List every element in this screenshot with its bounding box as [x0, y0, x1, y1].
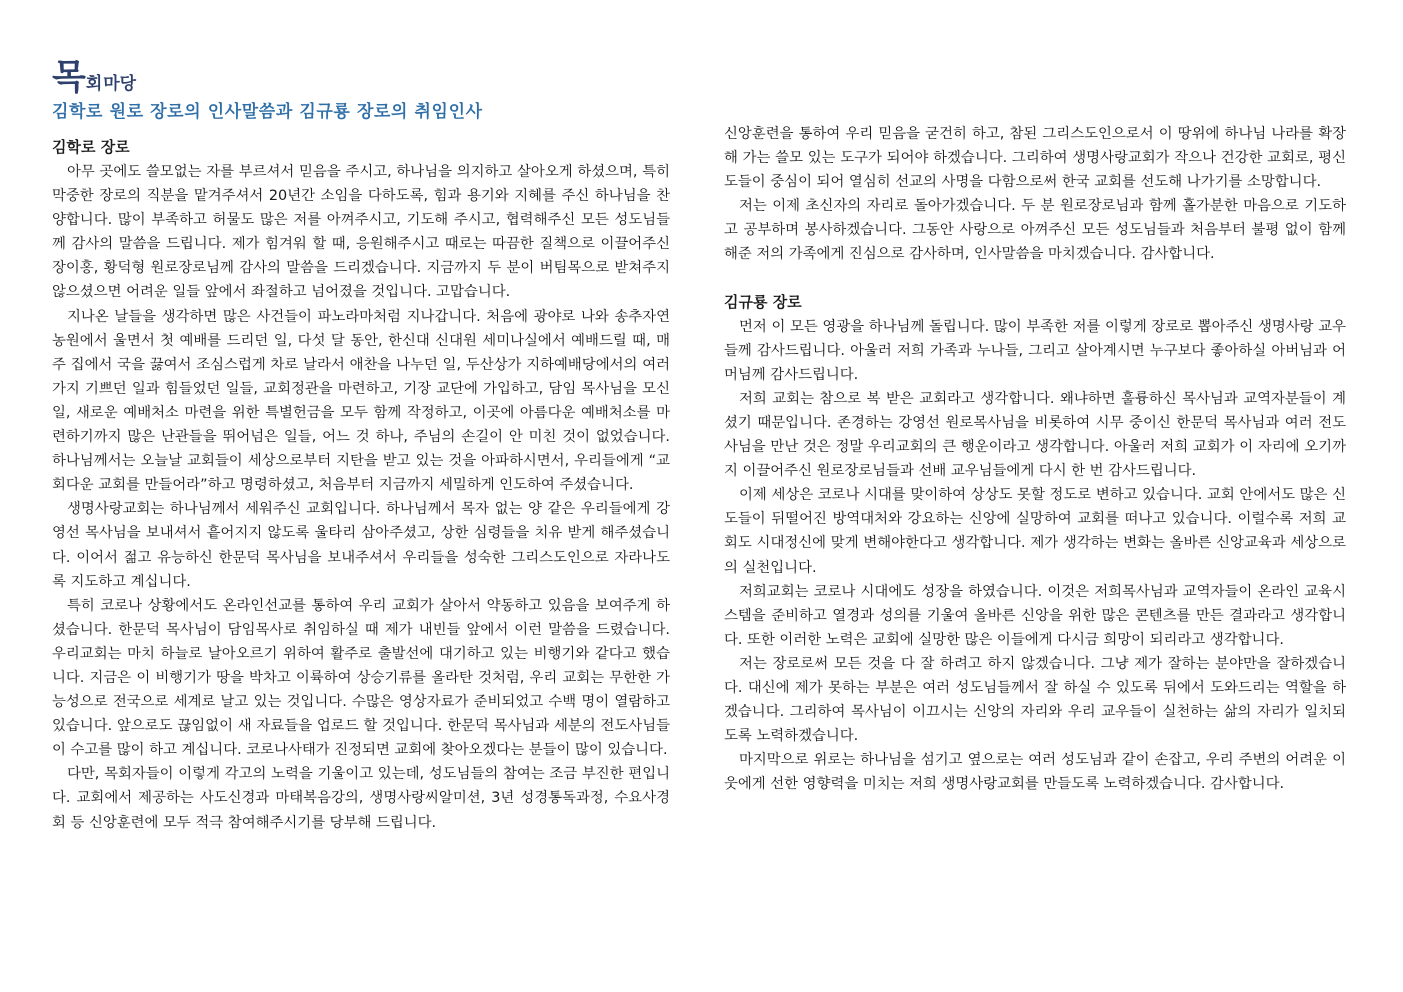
logo-small-text: 마당 — [103, 74, 137, 94]
logo-mid-char: 회 — [85, 74, 103, 94]
section-gap — [724, 267, 1346, 289]
paragraph: 저는 장로로써 모든 것을 다 잘 하려고 하지 않겠습니다. 그냥 제가 잘하는 분야만을 잘하겠습니다. 대신에 제가 못하는 부분은 여러 성도님들께서 잘 하실 수 있도록 뒤에서 도와드리는 역할을 하겠습니다. 그리하여 목사님이 이끄시는 신앙의 자리와 우리 교우들이 실천하는 삶의 자리가 일치되도록 노력하겠습니다. — [724, 655, 1346, 745]
right-column — [724, 122, 1346, 796]
paragraph: 다만, 목회자들이 이렇게 각고의 노력을 기울이고 있는데, 성도님들의 참여는 조금 부진한 편입니다. 교회에서 제공하는 사도신경과 마태복음강의, 생명사랑씨알미션, 3년 성경통독과정, 수요사경회 등 신앙훈련에 모두 적극 참여해주시기를 당부해 드립니다. — [52, 766, 670, 831]
paragraph: 생명사랑교회는 하나님께서 세워주신 교회입니다. 하나님께서 목자 없는 양 같은 우리들에게 강영선 목사님을 보내셔서 흩어지지 않도록 울타리 삼아주셨고, 상한 심령들을 치유 받게 해주셨습니다. 이어서 젊고 유능하신 한문덕 목사님을 보내주셔서 우리들을 성숙한 그리스도인으로 자라나도록 지도하고 계십니다. — [52, 501, 670, 590]
paragraph: 저는 이제 초신자의 자리로 돌아가겠습니다. 두 분 원로장로님과 함께 홀가분한 마음으로 기도하고 공부하며 봉사하겠습니다. 그동안 사랑으로 아껴주신 모든 성도님들과 처음부터 불평 없이 함께 해준 저의 가족에게 진심으로 감사하며, 인사말씀을 마치겠습니다. 감사합니다. — [724, 198, 1346, 263]
paragraph: 먼저 이 모든 영광을 하나님께 돌립니다. 많이 부족한 저를 이렇게 장로로 뽑아주신 생명사랑 교우들께 감사드립니다. 아울러 저희 가족과 누나들, 그리고 살아계시면 누구보다 좋아하실 아버님과 어머님께 감사드립니다. — [724, 318, 1346, 383]
speaker-heading-kim-hakro: 김학로 장로 — [52, 138, 130, 156]
paragraph: 특히 코로나 상황에서도 온라인선교를 통하여 우리 교회가 살아서 약동하고 있음을 보여주게 하셨습니다. 한문덕 목사님이 담임목사로 취임하실 때 제가 내빈들 앞에서 이런 말씀을 드렸습니다. 우리교회는 마치 하늘로 날아오르기 위하여 활주로 출발선에 대기하고 있는 비행기와 같다고 했습니다. 지금은 이 비행기가 땅을 박차고 이륙하여 상승기류를 올라탄 것처럼, 우리 교회는 무한한 가능성으로 전국으로 세계로 날고 있는 것입니다. 수많은 영상자료가 준비되었고 수백 명이 열람하고 있습니다. 앞으로도 끊임없이 새 자료들을 업로드 할 것입니다. 한문덕 목사님과 세분의 전도사님들이 수고를 많이 하고 계십니다. 코로나사태가 진정되면 교회에 찾아오겠다는 분들이 많이 있습니다. — [52, 597, 670, 759]
article-title: 김학로 원로 장로의 인사말씀과 김규룡 장로의 취임인사 — [52, 102, 483, 122]
section-logo — [52, 50, 137, 98]
speaker-heading-kim-gyuryong: 김규룡 장로 — [724, 292, 802, 311]
paragraph: 이제 세상은 코로나 시대를 맞이하여 상상도 못할 정도로 변하고 있습니다. 교회 안에서도 많은 신도들이 뒤떨어진 방역대처와 강요하는 신앙에 실망하여 교회를 떠나고 있습니다. 이럴수록 저희 교회도 시대정신에 맞게 변해야한다고 생각합니다. 제가 생각하는 변화는 올바른 신앙교육과 세상으로의 실천입니다. — [724, 487, 1346, 576]
paragraph: 지나온 날들을 생각하면 많은 사건들이 파노라마처럼 지나갑니다. 처음에 광야로 나와 송추자연농원에서 울면서 첫 예배를 드리던 일, 다섯 달 동안, 한신대 신대원 세미나실에서 예배드릴 때, 매주 집에서 국을 끓여서 조심스럽게 차로 날라서 애찬을 나누던 일, 두산상가 지하예배당에서의 여러 가지 기쁘던 일과 힘들었던 일들, 교회정관을 마련하고, 기장 교단에 가입하고, 담임 목사님을 모신 일, 새로운 예배처소 마련을 위한 특별헌금을 모두 함께 작정하고, 이곳에 아름다운 예배처소를 마련하기까지 많은 난관들을 뛰어넘은 일들, 어느 것 하나, 주님의 손길이 안 미친 것이 없었습니다. 하나님께서는 오늘날 교회들이 세상으로부터 지탄을 받고 있는 것을 아파하시면서, 우리들에게 “교회다운 교회를 만들어라”하고 명령하셨고, 처음부터 지금까지 세밀하게 인도하여 주셨습니다. — [52, 308, 670, 494]
paragraph: 저희교회는 코로나 시대에도 성장을 하였습니다. 이것은 저희목사님과 교역자들이 온라인 교육시스템을 준비하고 열경과 성의를 기울여 올바른 신앙을 위한 많은 콘텐츠를 만든 결과라고 생각합니다. 또한 이러한 노력은 교회에 실망한 많은 이들에게 다시금 희망이 되리라고 생각합니다. — [724, 583, 1346, 648]
paragraph-continuation: 신앙훈련을 통하여 우리 믿음을 굳건히 하고, 참된 그리스도인으로서 이 땅위에 하나님 나라를 확장해 가는 쓸모 있는 도구가 되어야 하겠습니다. 그리하여 생명사랑교회가 작으나 건강한 교회로, 평신도들이 중심이 되어 열심히 선교의 사명을 다함으로써 한국 교회를 선도해 나가기를 소망합니다. — [724, 126, 1346, 191]
paragraph: 저희 교회는 참으로 복 받은 교회라고 생각합니다. 왜냐하면 훌륭하신 목사님과 교역자분들이 계셨기 때문입니다. 존경하는 강영선 원로목사님을 비롯하여 시무 중이신 한문덕 목사님과 여러 전도사님을 만난 것은 정말 우리교회의 큰 행운이라고 생각합니다. 아울러 저희 교회가 이 자리에 오기까지 이끌어주신 원로장로님들과 선배 교우님들에게 다시 한 번 감사드립니다. — [724, 390, 1346, 480]
logo-big-char: 목 — [52, 57, 85, 98]
paragraph: 아무 곳에도 쓸모없는 자를 부르셔서 믿음을 주시고, 하나님을 의지하고 살아오게 하셨으며, 특히 막중한 장로의 직분을 맡겨주셔서 20년간 소임을 다하도록, 힘과 용기와 지혜를 주신 하나님을 찬양합니다. 많이 부족하고 허물도 많은 저를 아껴주시고, 기도해 주시고, 협력해주신 모든 성도님들께 감사의 말씀을 드립니다. 제가 힘겨워 할 때, 응원해주시고 때로는 따끔한 질책으로 이끌어주신 장이홍, 황덕형 원로장로님께 감사의 말씀을 드리겠습니다. 지금까지 두 분이 버팀목으로 받쳐주지 않으셨으면 어려운 일들 앞에서 좌절하고 넘어졌을 것입니다. 고맙습니다. — [52, 164, 670, 301]
paragraph: 마지막으로 위로는 하나님을 섬기고 옆으로는 여러 성도님과 같이 손잡고, 우리 주변의 어려운 이웃에게 선한 영향력을 미치는 저희 생명사랑교회를 만들도록 노력하겠습니다. 감사합니다. — [724, 752, 1346, 793]
left-column — [52, 134, 670, 835]
